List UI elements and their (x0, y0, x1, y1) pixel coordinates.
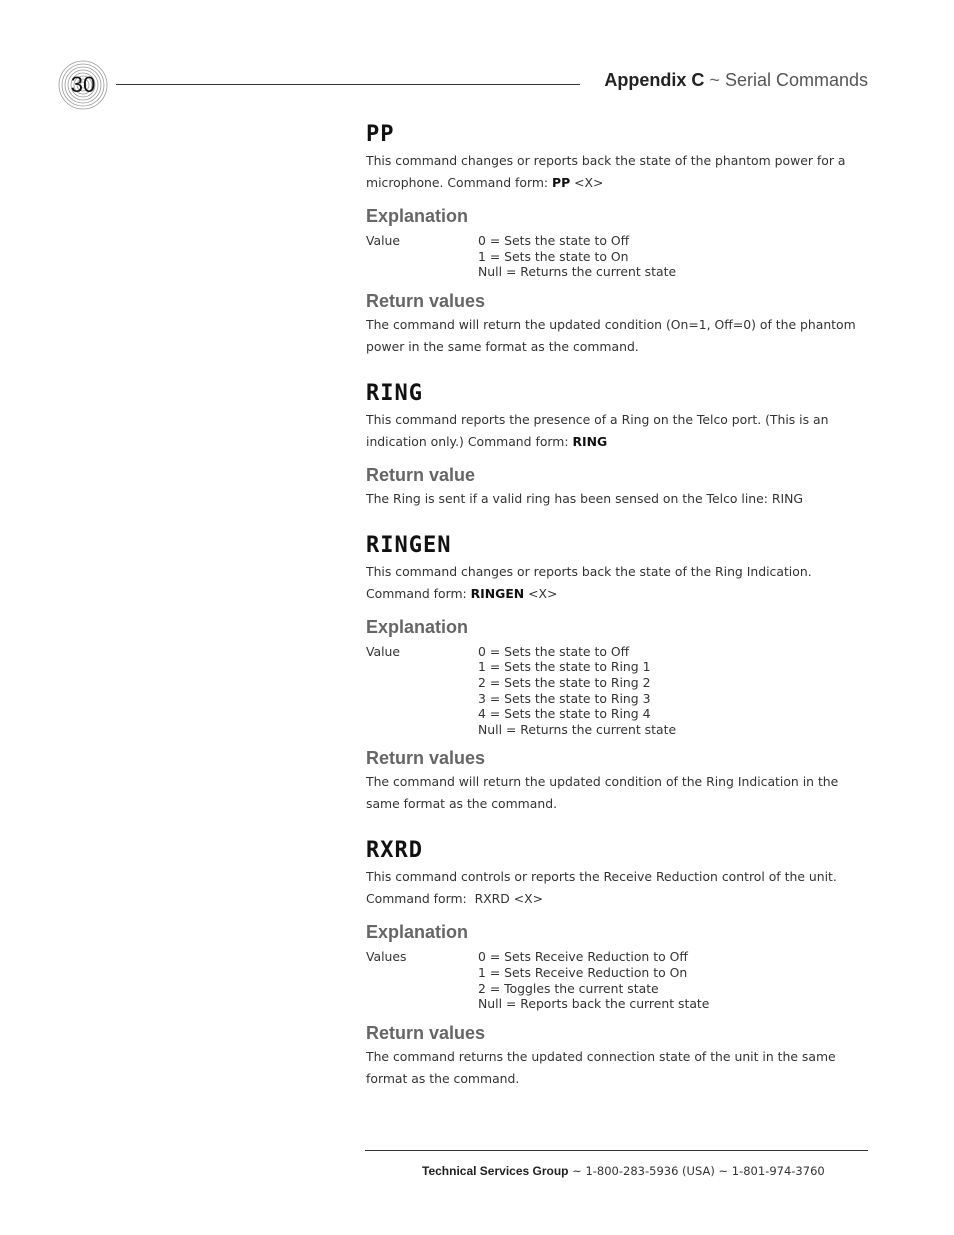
main-content (366, 120, 870, 1090)
rxrd-command-form: Command form: RXRD <X> (366, 891, 544, 907)
rxrd-value-item: Null = Reports back the current state (478, 996, 710, 1012)
ringen-value-table (366, 644, 870, 738)
section-title-rxrd: RXRD (366, 838, 423, 864)
pp-description: This command changes or reports back the state of the phantom power for a microphone. Command form: PP <X> (366, 153, 846, 190)
ringen-description: This command changes or reports back the state of the Ring Indication. (366, 563, 812, 579)
ring-return-heading: Return value (366, 464, 476, 485)
pp-values (478, 233, 676, 280)
rxrd-value-label: Values (366, 949, 407, 965)
ring-form-command: RING (572, 433, 608, 449)
ringen-value-item: 1 = Sets the state to Ring 1 (478, 659, 651, 675)
ring-return-text: The Ring is sent if a valid ring has been sensed on the Telco line: RING (366, 490, 804, 506)
pp-return-heading: Return values (366, 290, 486, 311)
ring-description: This command reports the presence of a Ring on the Telco port. (This is an indication only.) Command form: RING (366, 411, 829, 449)
ringen-value-item: 3 = Sets the state to Ring 3 (478, 690, 651, 706)
pp-value-item: Null = Returns the current state (478, 264, 677, 280)
page-number-badge (58, 60, 108, 110)
page-number: 30 (70, 72, 96, 97)
footer-rule (365, 1150, 868, 1151)
header-title (604, 70, 868, 91)
pp-return-text: The command will return the updated condition (On=1, Off=0) of the phantom power in the same format as the command. (366, 316, 856, 354)
pp-form-arg: <X> (570, 175, 604, 190)
pp-value-label: Value (366, 233, 401, 248)
ringen-value-item: 4 = Sets the state to Ring 4 (478, 706, 651, 722)
ringen-value-item: 2 = Sets the state to Ring 2 (478, 674, 651, 690)
rxrd-explanation-heading: Explanation (366, 922, 469, 943)
footer-group: Technical Services Group (422, 1164, 569, 1178)
footer (422, 1164, 825, 1178)
ringen-value-label: Value (366, 643, 401, 659)
ringen-values (478, 644, 676, 738)
section-title-ring: RING (366, 380, 423, 406)
pp-value-item: 1 = Sets the state to On (478, 248, 629, 264)
header-rule (116, 84, 580, 85)
ringen-form-arg: <X> (524, 585, 558, 601)
pp-value-table (366, 233, 870, 280)
rxrd-value-table (366, 949, 870, 1011)
ringen-value-item: 0 = Sets the state to Off (478, 643, 630, 659)
pp-value-item: 0 = Sets the state to Off (478, 233, 630, 248)
header-separator: ~ (709, 70, 720, 90)
rxrd-value-item: 2 = Toggles the current state (478, 980, 659, 996)
section-title-ringen: RINGEN (366, 532, 452, 558)
ringen-command-form: Command form: RINGEN <X> (366, 585, 558, 601)
rxrd-description: This command controls or reports the Receive Reduction control of the unit. (366, 869, 837, 885)
ringen-return-text: The command will return the updated condition of the Ring Indication in the same format as the command. (366, 774, 839, 812)
ringen-form-command: RINGEN (470, 585, 525, 601)
ringen-explanation-heading: Explanation (366, 616, 469, 637)
header-section: Appendix C (604, 70, 705, 90)
rxrd-values (478, 949, 709, 1011)
rxrd-value-item: 1 = Sets Receive Reduction to On (478, 964, 688, 980)
rxrd-return-heading: Return values (366, 1022, 486, 1043)
ringen-value-item: Null = Returns the current state (478, 721, 677, 737)
header-topic: Serial Commands (724, 70, 868, 90)
rxrd-return-text: The command returns the updated connection state of the unit in the same format as the command. (366, 1048, 836, 1086)
pp-explanation-heading: Explanation (366, 206, 469, 226)
ringen-return-heading: Return values (366, 748, 486, 769)
pp-form-command: PP (552, 175, 571, 190)
footer-contact: ~ 1-800-283-5936 (USA) ~ 1-801-974-3760 (568, 1164, 825, 1178)
rxrd-value-item: 0 = Sets Receive Reduction to Off (478, 949, 688, 965)
section-title-pp: PP (366, 122, 395, 147)
